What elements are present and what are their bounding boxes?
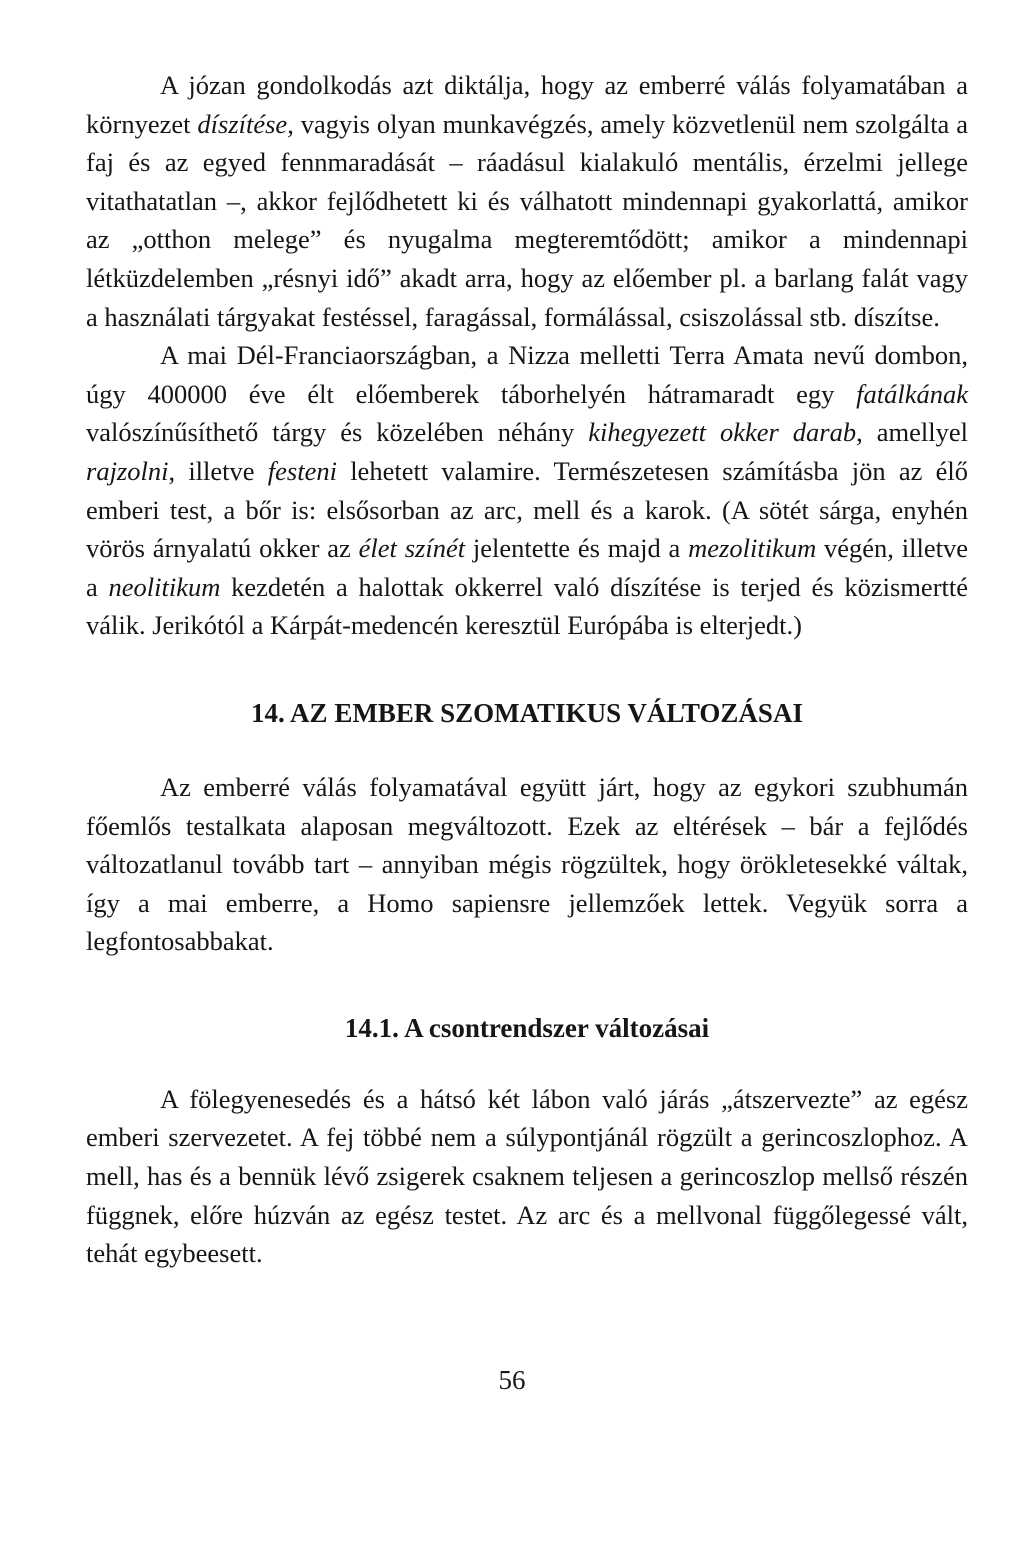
emphasis-mezolitikum: mezolitikum (688, 533, 817, 564)
emphasis-rajzolni: rajzolni (86, 455, 169, 486)
emphasis-neolitikum: neolitikum (108, 571, 221, 602)
book-page (86, 66, 968, 1273)
paragraph-4: A fölegyenesedés és a hátsó két lábon való járás „átszervezte” az egész emberi szervezetet. A fej többé nem a súlypontjánál rögzült a gerincoszlophoz. A mell, has és a bennük lévő zsigerek csaknem teljesen a gerincoszlop mellső részén függnek, előre húzván az egész testet. Az arc és a mellvonal függőlegessé vált, tehát egybeesett. (86, 1083, 968, 1269)
section-heading: 14.1. A csontrendszer változásai (344, 1012, 710, 1043)
emphasis-festeni: festeni (267, 455, 337, 486)
paragraph-2: A mai Dél-Franciaországban, a Nizza melletti Terra Amata nevű dombon, úgy 400000 éve élt előemberek táborhelyén hátramaradt egy fatálkának valószínűsíthető tárgy és közelében néhány kihegyezett okker darab, amellyel rajzolni, illetve festeni lehetett valamire. Természetesen számításba jön az élő emberi test, a bőr is: elsősorban az arc, mell és a karok. (A sötét sárga, enyhén vörös árnyalatú okker az élet színét jelentette és majd a mezolitikum végén, illetve a neolitikum kezdetén a halottak okkerrel való díszítése is terjed és közismertté válik. Jerikótól a Kárpát-medencén keresztül Európába is elterjedt.) (86, 340, 969, 641)
emphasis-okker-darab: kihegyezett okker darab (588, 417, 857, 448)
paragraph-3: Az emberré válás folyamatával együtt járt, hogy az egykori szubhumán főemlős testalkata alaposan megváltozott. Ezek az eltérések – bár a fejlődés változatlanul tovább tart – annyiban mégis rögzültek, hogy örökletesekké váltak, így a mai emberre, a Homo sapiensre jellemzőek lettek. Vegyük sorra a legfontosabbakat. (86, 771, 968, 957)
emphasis-diszitese: díszítése (197, 108, 288, 139)
emphasis-elet-szinet: élet színét (358, 533, 466, 564)
page-number: 56 (498, 1365, 526, 1395)
paragraph-1: A józan gondolkodás azt diktálja, hogy az emberré válás folyamatában a környezet díszítése, vagyis olyan munkavégzés, amely közvetlenül nem szolgálta a faj és az egyed fennmaradását – ráadásul kialakuló mentális, érzelmi jellege vitathatatlan –, akkor fejlődhetett ki és válhatott mindennapi gyakorlattá, amikor az „otthon melege” és nyugalma megteremtődött; amikor a mindennapi létküzdelemben „résnyi idő” akadt arra, hogy az előember pl. a barlang falát vagy a használati tárgyakat festéssel, faragással, formálással, csiszolással stb. díszítse. (86, 70, 968, 332)
emphasis-fatalkanak: fatálkának (856, 378, 968, 409)
chapter-heading: 14. AZ EMBER SZOMATIKUS VÁLTOZÁSAI (251, 697, 803, 728)
